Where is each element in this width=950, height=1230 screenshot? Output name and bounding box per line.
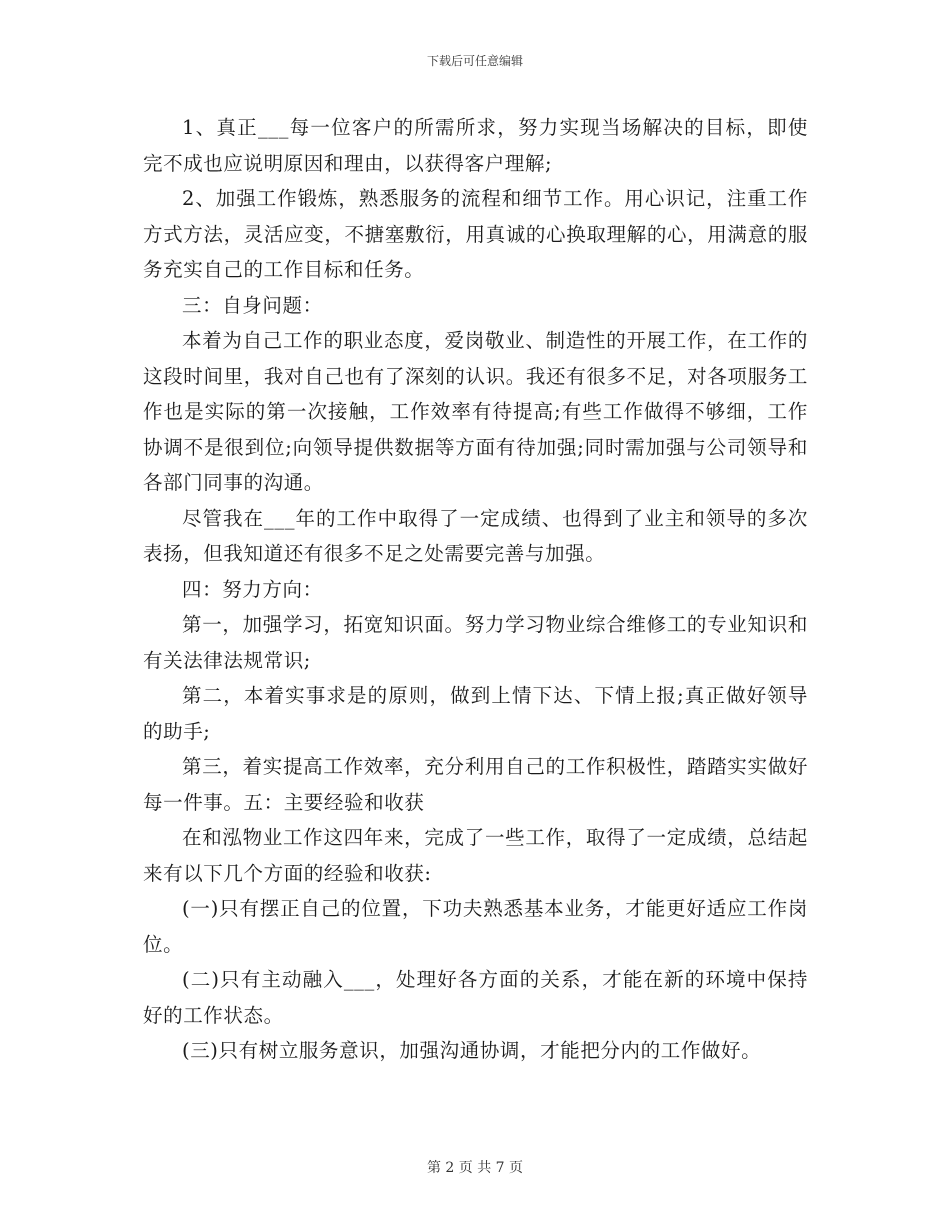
- section-heading-3: 三：自身问题：: [182, 293, 323, 317]
- page-header: 下载后可任意编辑: [426, 54, 523, 68]
- paragraph-7: 第一，加强学习，拓宽知识面。努力学习物业综合维修工的专业知识和有关法律法规常识;: [143, 613, 808, 672]
- paragraph-8: 第二，本着实事求是的原则，做到上情下达、下情上报;真正做好领导的助手;: [143, 684, 808, 743]
- paragraph-1: 1、真正___每一位客户的所需所求，努力实现当场解决的目标，即使完不成也应说明原因和理由，以获得客户理解;: [143, 116, 808, 175]
- paragraph-11: (一)只有摆正自己的位置，下功夫熟悉基本业务，才能更好适应工作岗位。: [143, 897, 808, 956]
- paragraph-12: (二)只有主动融入___，处理好各方面的关系，才能在新的环境中保持好的工作状态。: [143, 968, 808, 1027]
- document-body: [143, 110, 808, 1069]
- page-footer: 第 2 页 共 7 页: [426, 1160, 524, 1176]
- paragraph-5: 尽管我在___年的工作中取得了一定成绩、也得到了业主和领导的多次表扬，但我知道还有很多不足之处需要完善与加强。: [143, 506, 808, 565]
- paragraph-4: 本着为自己工作的职业态度，爱岗敬业、制造性的开展工作，在工作的这段时间里，我对自己也有了深刻的认识。我还有很多不足，对各项服务工作也是实际的第一次接触，工作效率有待提高;有些工作做得不够细，工作协调不是很到位;向领导提供数据等方面有待加强;同时需加强与公司领导和各部门同事的沟通。: [143, 329, 808, 494]
- paragraph-9: 第三，着实提高工作效率，充分利用自己的工作积极性，踏踏实实做好每一件事。五：主要经验和收获: [143, 755, 808, 814]
- paragraph-10: 在和泓物业工作这四年来，完成了一些工作，取得了一定成绩，总结起来有以下几个方面的经验和收获:: [143, 826, 808, 885]
- section-heading-4: 四：努力方向：: [182, 577, 323, 601]
- paragraph-13: (三)只有树立服务意识，加强沟通协调，才能把分内的工作做好。: [182, 1039, 762, 1062]
- paragraph-2: 2、加强工作锻炼，熟悉服务的流程和细节工作。用心识记，注重工作方式方法，灵活应变，不搪塞敷衍，用真诚的心换取理解的心，用满意的服务充实自己的工作目标和任务。: [143, 187, 808, 281]
